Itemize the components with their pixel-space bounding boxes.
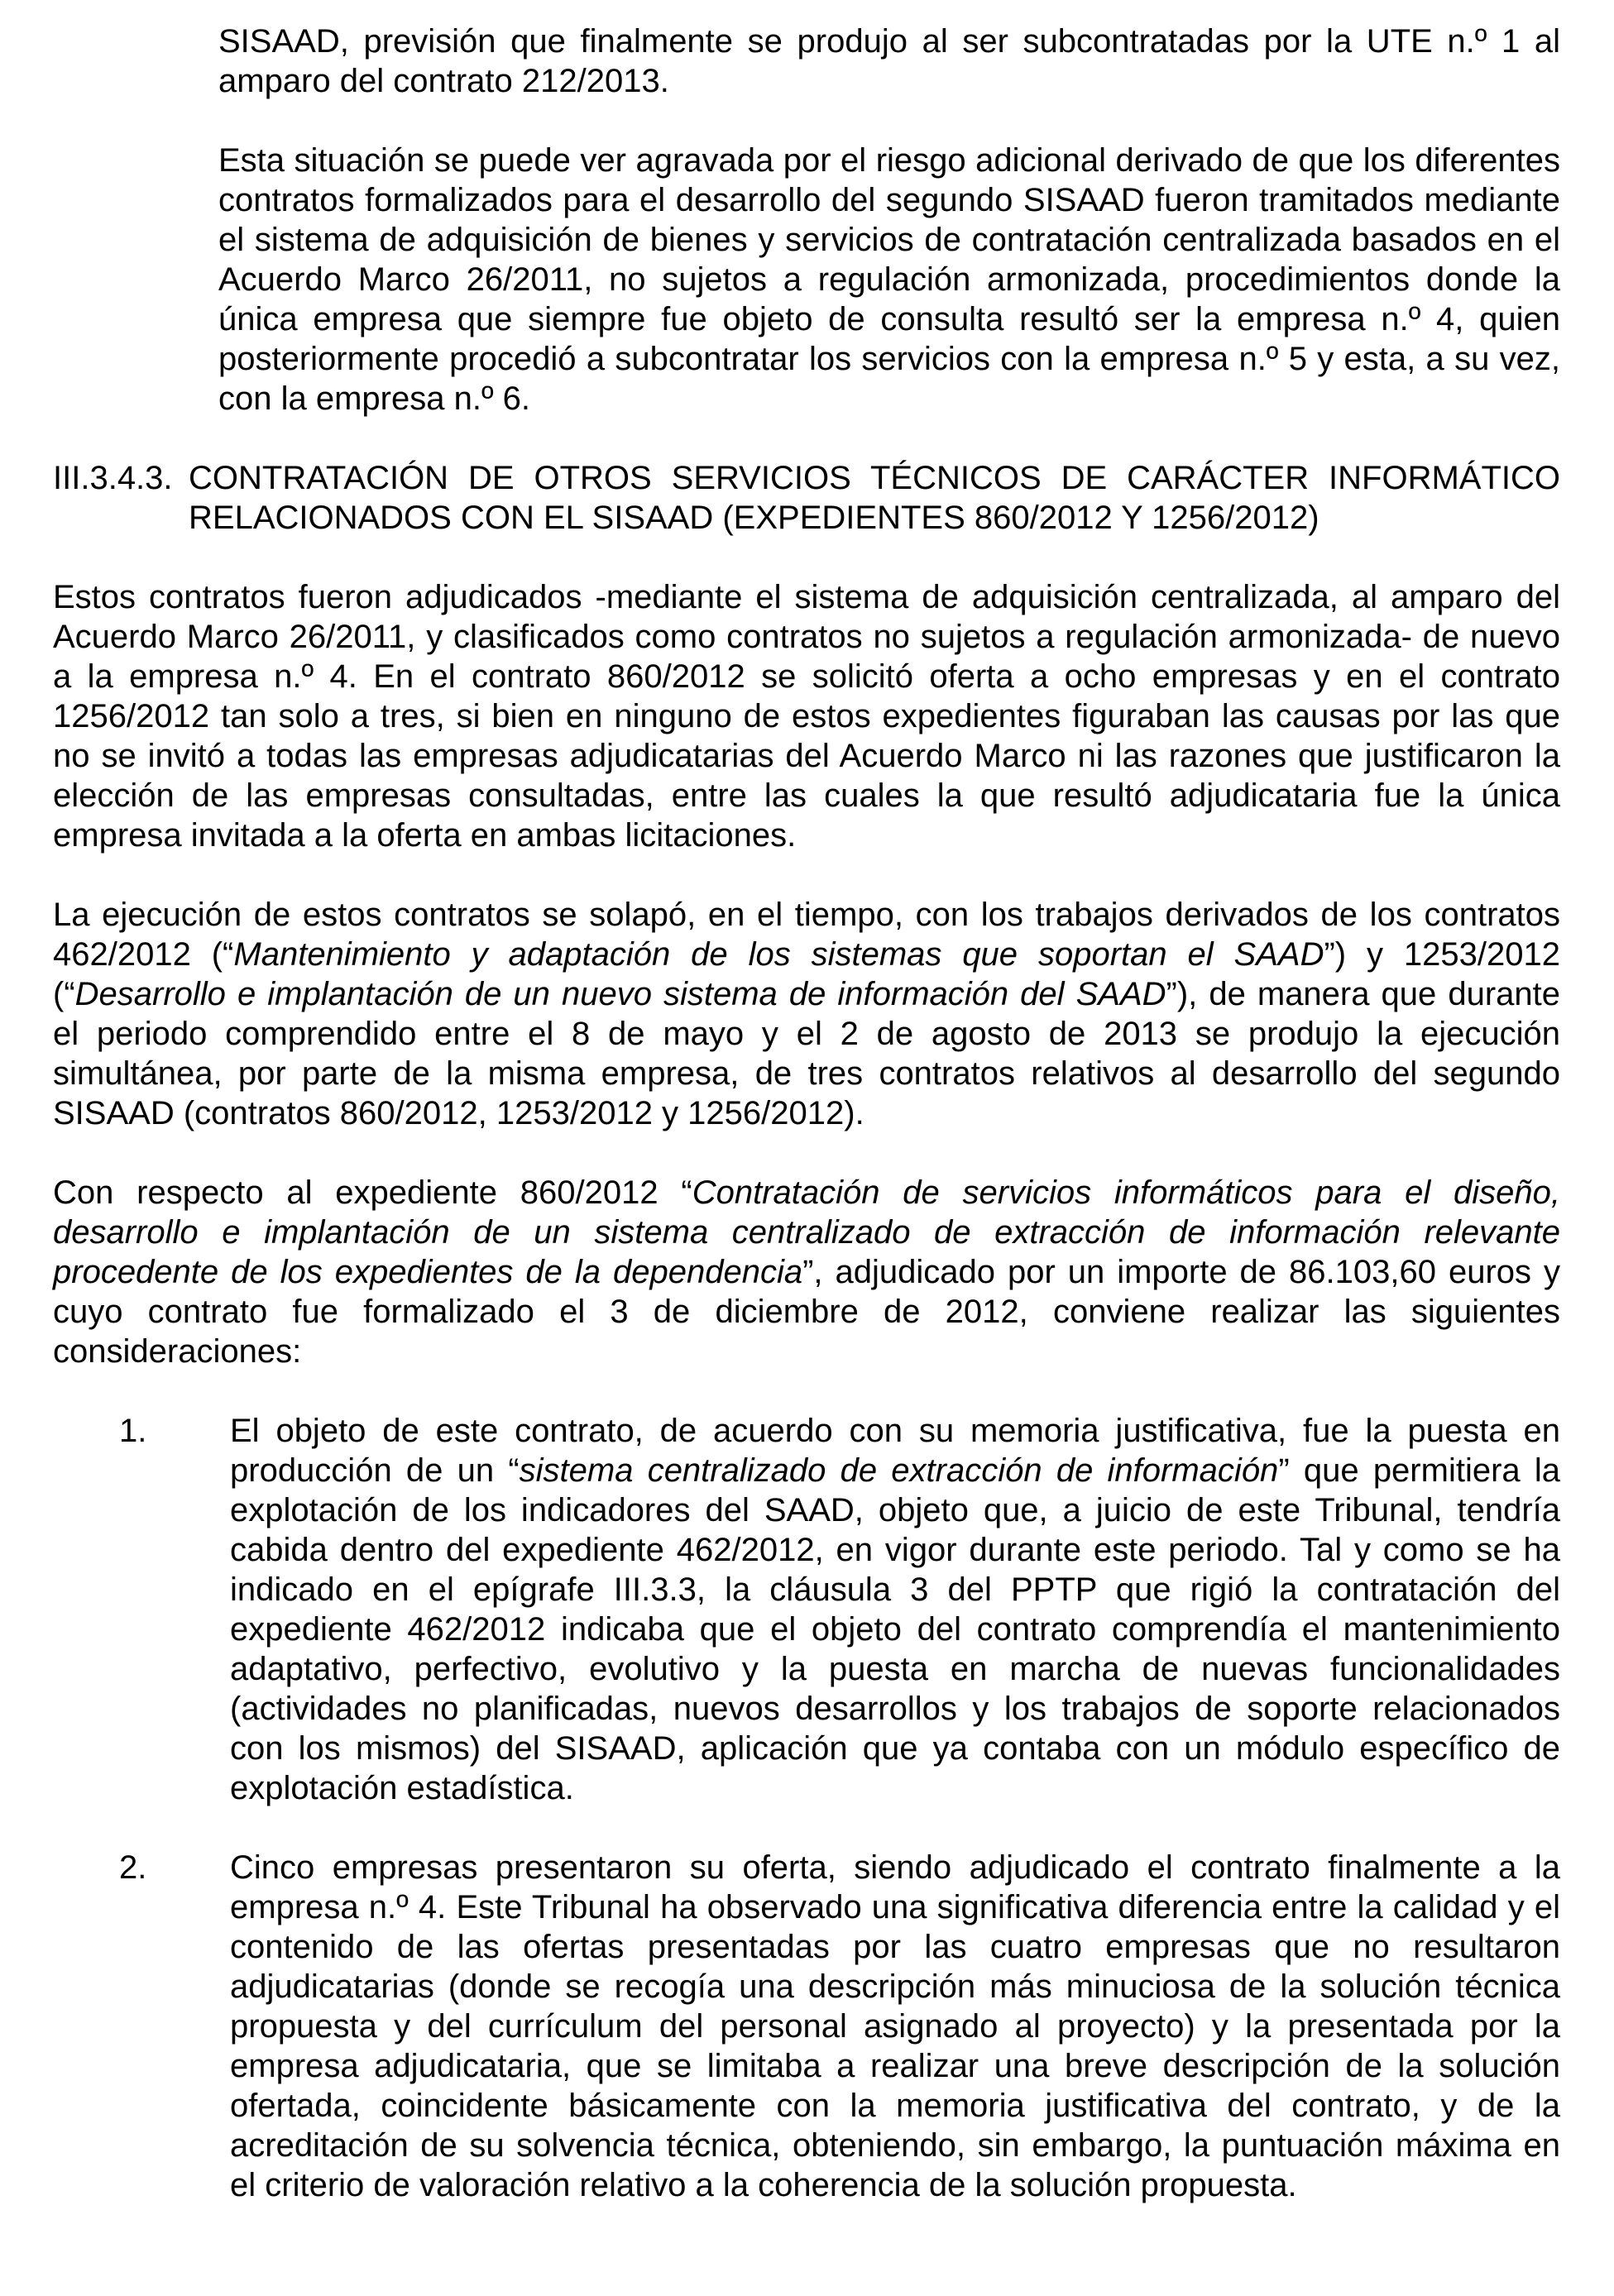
section-heading: [53, 458, 1560, 538]
paragraph-expediente-860: Con respecto al expediente 860/2012 “Contratación de servicios informáticos para el diseño, desarrollo e implantación de un sistema centralizado de extracción de información relevante procedente de los expedientes de la dependencia”, adjudicado por un importe de 86.103,60 euros y cuyo contrato fue formalizado el 3 de diciembre de 2012, conviene realizar las siguientes consideraciones:: [53, 1174, 1561, 1370]
list-item: [119, 1848, 1560, 2205]
section-title: CONTRATACIÓN DE OTROS SERVICIOS TÉCNICOS DE CARÁCTER INFORMÁTICO RELACIONADOS CON EL SISAAD (EXPEDIENTES 860/2012 Y 1256/2012): [189, 460, 1560, 536]
paragraph-situacion-agravada: Esta situación se puede ver agravada por el riesgo adicional derivado de que los diferentes contratos formalizados para el desarrollo del segundo SISAAD fueron tramitados mediante el sistema de adquisición de bienes y servicios de contratación centralizada basados en el Acuerdo Marco 26/2011, no sujetos a regulación armonizada, procedimientos donde la única empresa que siempre fue objeto de consulta resultó ser la empresa n.º 4, quien posteriormente procedió a subcontratar los servicios con la empresa n.º 5 y esta, a su vez, con la empresa n.º 6.: [218, 142, 1560, 417]
list-item-number: 1.: [119, 1413, 147, 1449]
paragraph-contratos-adjudicados: Estos contratos fueron adjudicados -mediante el sistema de adquisición centralizada, al amparo del Acuerdo Marco 26/2011, y clasificados como contratos no sujetos a regulación armonizada- de nuevo a la empresa n.º 4. En el contrato 860/2012 se solicitó oferta a ocho empresas y en el contrato 1256/2012 tan solo a tres, si bien en ninguno de estos expedientes figuraban las causas por las que no se invitó a todas las empresas adjudicatarias del Acuerdo Marco ni las razones que justificaron la elección de las empresas consultadas, entre las cuales la que resultó adjudicataria fue la única empresa invitada a la oferta en ambas licitaciones.: [53, 579, 1560, 854]
document-page: [53, 22, 1560, 2205]
list-item-text: El objeto de este contrato, de acuerdo con su memoria justificativa, fue la puesta en producción de un “sistema centralizado de extracción de información” que permitiera la explotación de los indicadores del SAAD, objeto que, a juicio de este Tribunal, tendría cabida dentro del expediente 462/2012, en vigor durante este periodo. Tal y como se ha indicado en el epígrafe III.3.3, la cláusula 3 del PPTP que rigió la contratación del expediente 462/2012 indicaba que el objeto del contrato comprendía el mantenimiento adaptativo, perfectivo, evolutivo y la puesta en marcha de nuevas funcionalidades (actividades no planificadas, nuevos desarrollos y los trabajos de soporte relacionados con los mismos) del SISAAD, aplicación que ya contaba con un módulo específico de explotación estadística.: [230, 1413, 1560, 1806]
section-number: III.3.4.3.: [53, 460, 173, 496]
paragraph-ejecucion-solapada: La ejecución de estos contratos se solapó, en el tiempo, con los trabajos derivados de los contratos 462/2012 (“Mantenimiento y adaptación de los sistemas que soportan el SAAD”) y 1253/2012 (“Desarrollo e implantación de un nuevo sistema de información del SAAD”), de manera que durante el periodo comprendido entre el 8 de mayo y el 2 de agosto de 2013 se produjo la ejecución simultánea, por parte de la misma empresa, de tres contratos relativos al desarrollo del segundo SISAAD (contratos 860/2012, 1253/2012 y 1256/2012).: [53, 897, 1561, 1131]
list-item: [119, 1411, 1560, 1808]
paragraph-sisaad-prevision: SISAAD, previsión que finalmente se produjo al ser subcontratadas por la UTE n.º 1 al amparo del contrato 212/2013.: [218, 23, 1560, 99]
list-item-number: 2.: [119, 1849, 147, 1886]
considerations-list: [119, 1411, 1560, 2205]
list-item-text: Cinco empresas presentaron su oferta, siendo adjudicado el contrato finalmente a la empresa n.º 4. Este Tribunal ha observado una significativa diferencia entre la calidad y el contenido de las ofertas presentadas por las cuatro empresas que no resultaron adjudicatarias (donde se recogía una descripción más minuciosa de la solución técnica propuesta y del currículum del personal asignado al proyecto) y la presentada por la empresa adjudicataria, que se limitaba a realizar una breve descripción de la solución ofertada, coincidente básicamente con la memoria justificativa del contrato, y de la acreditación de su solvencia técnica, obteniendo, sin embargo, la puntuación máxima en el criterio de valoración relativo a la coherencia de la solución propuesta.: [230, 1849, 1560, 2203]
